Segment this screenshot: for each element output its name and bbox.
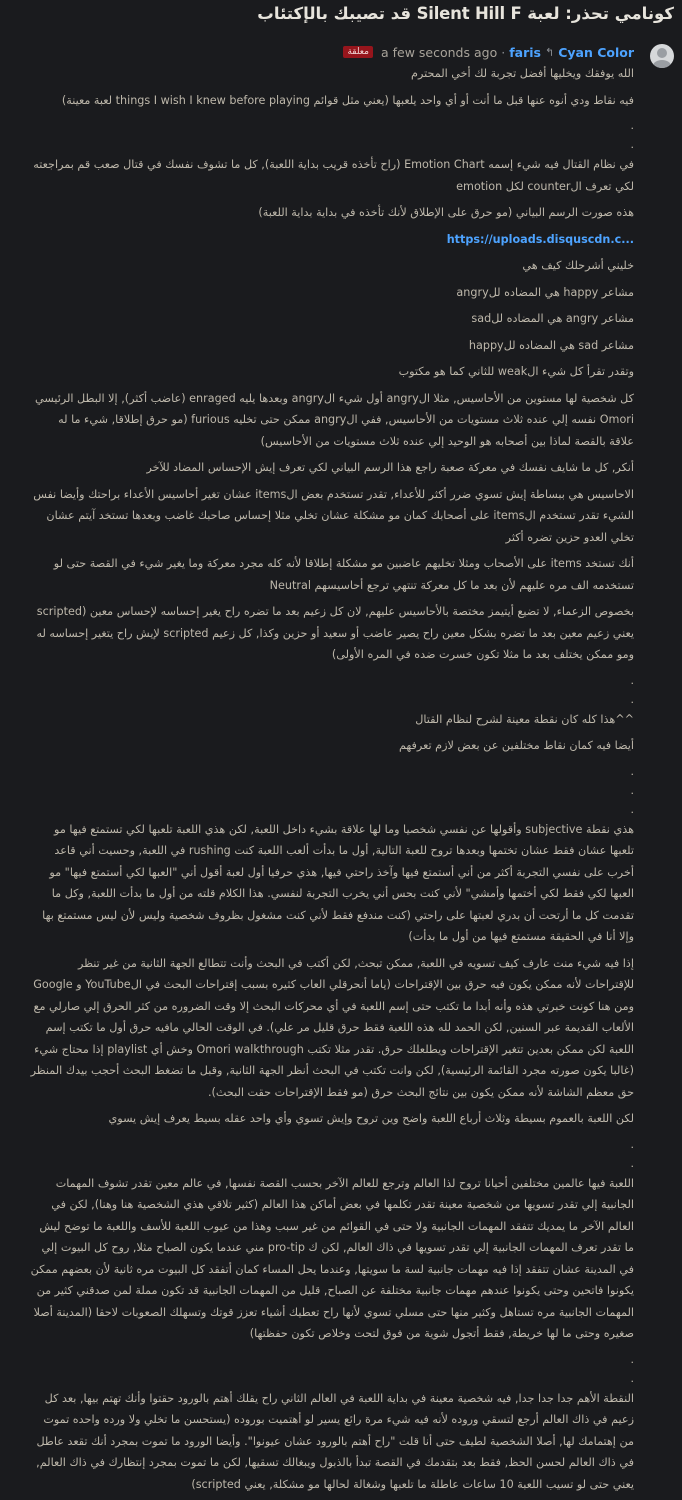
paragraph: أنكر, كل ما شايف نفسك في معركة صعبة راجع هذا الرسم البياني لكي تعرف إيش الإحساس المضاد للآخر [146, 461, 634, 474]
image-link[interactable]: https://uploads.disquscdn.c... [446, 232, 634, 246]
paragraph: الاحاسيس هي ببساطة إيش تسوي ضرر أكثر للأعداء, تقدر تستخدم بعض الitems عشان تغير أحاسيس الأعداء براحتك وأيضا نفس الشيء تقدر تستخدم الitems على أصحابك كمان مو مشكلة عشان تخلي مثلا إحساس صاحبك غاضب وبعدها تستخد آيتم عشان تخلي العدو حزين تضره أكثر [33, 487, 634, 544]
separator-dot: . [630, 802, 634, 816]
separator-dot: . [630, 1156, 634, 1170]
paragraph: ^^هذا كله كان نقطة معينة لشرح لنظام القتال [415, 712, 634, 726]
separator-dot: . [630, 119, 634, 132]
paragraph [30, 229, 634, 251]
separator-dot: . [630, 1371, 634, 1385]
separator-dot: . [630, 1137, 634, 1151]
comment-body [30, 63, 634, 1500]
separator-dot: . [630, 783, 634, 797]
paragraph: مشاعر sad هي المضاده للhappy [468, 338, 634, 352]
paragraph: اللعبة فيها عالمين مختلفين أحيانا تروح لذا العالم وترجع للعالم الآخر بحسب القصة نفسها, في عالم معين تقدر تشوف المهمات الجانبية إلي تقدر تسويها من شخصية معينة تقدر تكلمها في بعض أماكن هذا العالم (كثير تلاقي هذي الشخصية هنا وهنا), لكن في العالم الآخر ما يمديك تتفقد المهمات الجانبية ولا حتى في القوائم من غير سبب وهذا من عيوب اللعبة للأسف واللعبة ما توضح ليش ما تقدر تعرف المهمات الجانبية إلي تقدر تسويها في ذاك العالم, لكن ك pro-tip مني عندما يكون الصباح مثلا, روح كل البيوت إلي في المدينة عشان تتفقد إذا فيه مهمات جانبية لسة ما سويتها, وعندما يحل المساء كمان أتفقد كل البيوت مره ثانية لأن بعضهم ممكن يكونوا فاتحين وحتى يكونوا عندهم مهمات جانبية مختلفة عن الصباح, قليل من المهمات الجانبية قد تكون مملة لمن صدقني كثير من المهمات الجانبية مره تستاهل وكثير منها حتى مسلي تسوي لأنها راح تعطيك أشياء تعزز قوتك وتسهلك الصعوبات لاحقا (المدينة أصلا صغيره وحتى ما لها خريطة, فقط أتجول شوية من فوق لتحت وخلاص تكون حفظتها) [30, 1176, 634, 1340]
paragraph: فيه نقاط ودي أنوه عنها قبل ما أنت أو أي واحد يلعبها (يعني مثل قوائم things I wish I knew before playing لعبة معينة) [61, 93, 634, 107]
comment-header [343, 44, 634, 60]
reply-arrow-icon: ↰ [544, 45, 555, 59]
separator-dot: . [630, 673, 634, 687]
paragraph: لكن اللعبة بالعموم بسيطة وثلاث أرباع اللعبة واضح وين تروح وإيش تسوي وأي واحد عقله بسيط يعرف إيش يسوي [108, 1112, 634, 1125]
pending-badge: معلقة [343, 46, 373, 58]
paragraph: هذي نقطة subjective وأقولها عن نفسي شخصيا وما لها علاقة بشيء داخل اللعبة, لكن هذي اللعبة تلعبها لكي تستمتع فيها مو تلعبها عشان فقط عشان تختمها وبعدها تروح للعبة التالية, أول ما بدأت ألعب اللعبة كنت rushing في اللعبة, وحسيت أني قاعد أخرب على نفسي التجربة أكثر من أني أستمتع فيها وآخذ راحتي فيها, هذي حرفيا أول لعبة أقول أني "العبها لكي أستمتع فيها" مو العبها لكي فقط لكي أختمها وأمشي" لأني كنت بحس أني يخرب التجربة لنفسي. هذا الكلام قلته من أول ما بدأت اللعبة, وكل ما تقدمت كل ما أرتحت أن بدري لعبتها على راحتي (كنت مندفع فقط لأني كنت مشغول بظروف شخصية وليس لأن ليس مستمتع بها وإلا أنا في الحقيقة مستمتع فيها من أول ما بدأت) [42, 822, 634, 943]
paragraph: مشاعر angry هي المضاده للsad [471, 312, 634, 325]
paragraph: مشاعر happy هي المضاده للangry [456, 285, 634, 299]
separator: · [501, 44, 506, 60]
paragraph: هذه صورت الرسم البياني (مو حرق على الإطلاق لأنك تأخذه في بداية بداية اللعبة) [258, 206, 634, 219]
separator-dot: . [630, 138, 634, 151]
paragraph: إذا فيه شيء منت عارف كيف تسويه في اللعبة, ممكن تبحث, لكن أكتب في البحث وأنت تتطالع الجهة الثانية من غير تنظر للإقتراحات لأنه ممكن يكون فيه حرق بين الإقتراحات (ياما أنحرقلي العاب كثيره بسبب إقتراحات البحث في الYouTube و Google ومن هنا كونت خبرتي هذه وأنه أبدا ما تكتب حتى إسم اللعبة في أي محركات البحث إلا وقت الضروره من كثر الحرق إلي صارلي مع الألعاب القديمة عبر السنين, لكن الحمد لله هذه اللعبة فقط حرق قليل مر علي). في الوقت الحالي مافيه حرق أول ما تكتب إسم اللعبة لكن ممكن بعدين تتغير الإقتراحات ويطلعلك حرق. تقدر مثلا تكتب Omori walkthrough وخش أي playlist إذا محتاج شيء (غالبا يكون صورته مجرد القائمة الرئيسية), لكن وانت تكتب في البحث أنظر الجهة الثانية, وقبل ما تضغط البحث أحجب بيدك المنظر حق معظم الشاشة لأنه ممكن يكون بين نتائج البحث حرق (مو فقط الإقتراحات حقت البحث). [30, 956, 634, 1099]
paragraph: النقطة الأهم جدا جدا جدا, فيه شخصية معينة في بداية اللعبة في العالم الثاني راح يقلك أهتم بالورود حقتوا وأنك تهتم بيها, بعد كل زعيم في ذاك العالم أرجع لتسقي وروده لأنه فيه شيء مرة رائع يسير لو أهتميت بوروده (يستحسن ما تخلي ولا ورده واحده تموت من إهتمامك لها, أصلا الشخصية لطيف حتى أنا قلت "راح أهتم بالورود عشان عيونوا". وأيضا الورود ما تموت بمجرد أنك تقعد عاطل في ذاك العالم لحسن الحظ, فقط بعد بتقدمك في القصة تبدأ بالذبول ويبغالك تسقيها, لكن ما تموت بمجرد إنتظارك في ذاك العالم, يعني حتى لو تسيب اللعبة 10 ساعات عاطلة ما تلعبها وشغالة لحالها مو مشكلة, يعني scripted) [36, 1391, 634, 1491]
paragraph: أنك تستخد items على الأصحاب ومثلا تخليهم عاضبين مو مشكلة إطلاقا لأنه كله مجرد معركة وما يغير شيء في القصة حتى لو تستخدمه الف مره عليهم لأن بعد ما كل معركة تنتهي ترجع أحاسيسهم Neutral [53, 557, 634, 592]
paragraph: الله يوفقك ويخليها أفضل تجربة لك أخي المحترم [411, 67, 634, 80]
user-avatar-icon[interactable] [650, 44, 674, 68]
paragraph: في نظام القتال فيه شيء إسمه Emotion Chart (راح تأخذه قريب بداية اللعبة), كل ما تشوف نفسك في قتال صعب قم بمراجعته لكي تعرف الcounter لكل emotion [33, 158, 634, 193]
paragraph: كل شخصية لها مستوين من الأحاسيس, مثلا الangry أول شيء الangry وبعدها يليه enraged (عاضب أكثر), إلا البطل الرئيسي Omori نفسه إلي عنده ثلاث مستويات من الأحاسيس, ففي الangry ممكن حتى تخليه furious (مو حرق إطلاقا, شيء ما له علاقة بالقصة لماذا بين أصحابه هو الوحيد إلي عنده ثلاث مستويات من الأحاسيس) [35, 391, 634, 448]
separator-dot: . [630, 1352, 634, 1366]
timestamp-link[interactable]: a few seconds ago [380, 44, 498, 60]
paragraph: خليني أشرحلك كيف هي [522, 259, 634, 272]
reply-to-user-link[interactable]: Cyan Color [558, 44, 634, 60]
paragraph: أيضا فيه كمان نقاط مختلفين عن بعض لازم تعرفهم [398, 739, 634, 752]
paragraph: بخصوص الزعماء, لا تضيع أيتيمز مختصة بالأحاسيس عليهم, لان كل زعيم بعد ما تضره راح يغير إحساسه لإحساس معين (scripted يعني زعيم معين بعد ما تضره بشكل معين راح يصير عاضب أو سعيد أو حزين وكذا, كل زعيم scripted لإيش راح يتغير إحساسه له ومو ممكن يختلف بعد ما مثلا تكون خسرت ضده في المره الأولى) [36, 605, 634, 661]
separator-dot: . [630, 764, 634, 778]
author-link[interactable]: faris [509, 44, 541, 60]
article-title[interactable]: كونامي تحذر: لعبة Silent Hill F قد تصيبك بالإكتئاب [257, 4, 674, 23]
separator-dot: . [630, 692, 634, 706]
paragraph: وتقدر تقرأ كل شيء الweak للثاني كما هو مكتوب [398, 365, 634, 378]
